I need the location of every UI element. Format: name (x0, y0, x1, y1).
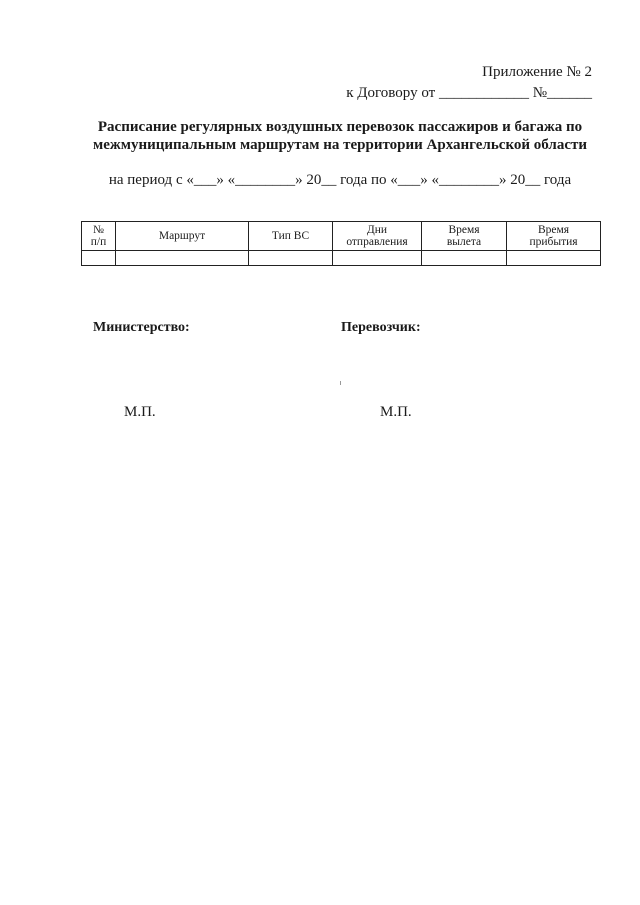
stamp-place-ministry: М.П. (124, 404, 156, 420)
table-cell (116, 251, 249, 266)
header-arrival-time (507, 222, 601, 251)
stamp-place-carrier: М.П. (380, 404, 412, 420)
contract-reference: к Договору от ____________ №______ (346, 85, 592, 101)
header-departure-line1: Время (448, 224, 480, 236)
header-aircraft-type: Тип ВС (249, 222, 333, 251)
scan-speck (340, 381, 341, 385)
header-departure-line2: вылета (446, 236, 482, 248)
table-header-row (82, 222, 601, 251)
header-arrival-line1: Время (537, 224, 570, 236)
header-days-line1: Дни (366, 224, 388, 236)
table-cell (82, 251, 116, 266)
title-line-2: межмуниципальным маршрутам на территории Архангельской области (92, 137, 587, 153)
table-cell (333, 251, 422, 266)
appendix-label: Приложение № 2 (482, 64, 592, 80)
table-cell (249, 251, 333, 266)
schedule-table (81, 221, 601, 266)
header-number-line1: № (93, 224, 104, 236)
ministry-label: Министерство: (93, 320, 190, 335)
header-number (82, 222, 116, 251)
table-cell (507, 251, 601, 266)
header-days-line2: отправления (346, 236, 408, 248)
header-route: Маршрут (116, 222, 249, 251)
period-line: на период с «___» «________» 20__ года по «___» «________» 20__ года (108, 172, 572, 188)
header-departure-time (422, 222, 507, 251)
header-departure-days (333, 222, 422, 251)
title-line-1: Расписание регулярных воздушных перевозок пассажиров и багажа по (97, 119, 583, 135)
document-title (60, 118, 620, 154)
table-row (82, 251, 601, 266)
header-arrival-line2: прибытия (529, 236, 578, 248)
carrier-label: Перевозчик: (341, 320, 421, 335)
header-number-line2: п/п (90, 236, 107, 248)
table-cell (422, 251, 507, 266)
